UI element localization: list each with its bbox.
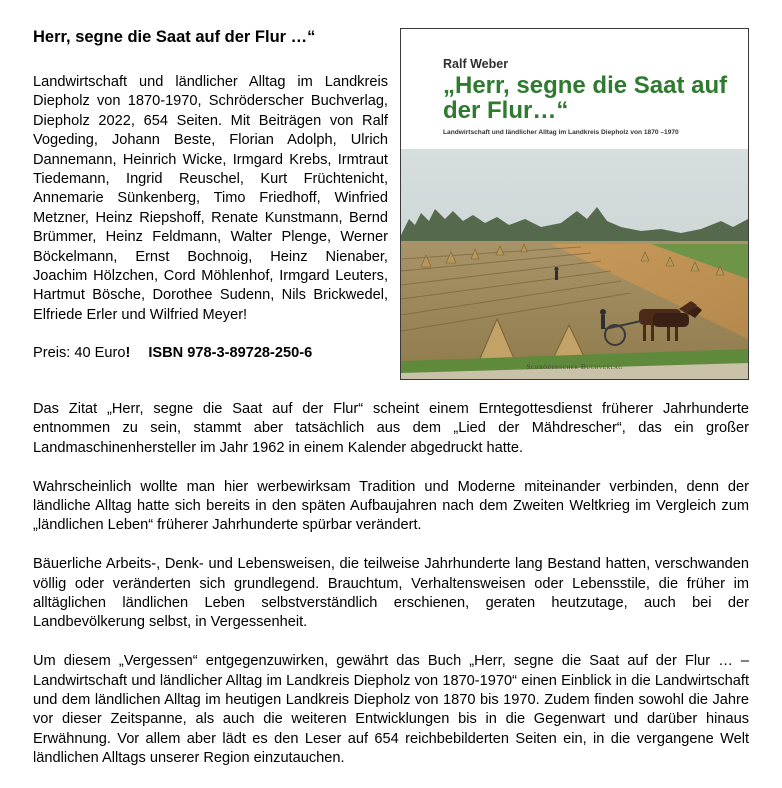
book-info xyxy=(33,27,388,364)
paragraph: Wahrscheinlich wollte man hier werbewirksam Tradition und Moderne miteinander verbinden, denn der ländliche Alltag hatte sich bereits in den späten Aufbaujahren nach dem Zweiten Weltkrieg im Vergleich zum „ländlichen Leben“ früherer Jahrhunderte spürbar verändert. xyxy=(33,478,749,534)
paragraph: Bäuerliche Arbeits-, Denk- und Lebensweisen, die teilweise Jahrhunderte lang Bestand hatten, verschwanden völlig oder veränderten sich grundlegend. Brauchtum, Verhaltensweisen oder Lebensstile, die früher im alltäglichen ländlichen Leben selbstverständlich erschienen, geraten heutzutage, auch bei der Landbevölkerung selbst, in Vergessenheit. xyxy=(33,556,749,631)
paragraph: Um diesem „Vergessen“ entgegenzuwirken, gewährt das Buch „Herr, segne die Saat auf der Flur … – Landwirtschaft und ländlicher Alltag im Landkreis Diepholz von 1870-1970“ einen Einblick in die Landwirtschaft und dem ländlichen Alltag im heutigen Landkreis Diepholz von 1870 bis 1970. Zudem finden sowohl die Jahre vor dieser Zeitspanne, als auch die weiteren Entwicklungen bis in die Gegenwart und darüber hinaus Erwähnung. Vor allem aber lädt es den Leser auf 654 reichbebilderten Seiten ein, in die vergangene Welt ländlichen Alltags unserer Region einzutauchen. xyxy=(33,653,749,767)
cover-title: „Herr, segne die Saat auf der Flur…“ xyxy=(443,72,728,124)
article-body xyxy=(33,400,749,788)
isbn: ISBN 978-3-89728-250-6 xyxy=(148,345,313,362)
page-title: Herr, segne die Saat auf der Flur …“ xyxy=(33,28,316,46)
cover-author: Ralf Weber xyxy=(443,57,509,71)
book-cover xyxy=(400,28,749,380)
paragraph: Das Zitat „Herr, segne die Saat auf der Flur“ scheint einem Erntegottesdienst früherer Jahrhunderte entnommen zu sein, stammt aber tatsächlich aus dem „Lied der Mähdrescher“, das ein großer Landmaschinenhersteller im Jahr 1962 in einem Kalender abgedruckt hatte. xyxy=(33,401,749,456)
price-label: Preis: 40 Euro xyxy=(33,345,126,362)
cover-publisher: Schröderscher Buchverlag xyxy=(526,362,623,371)
price-exclaim: ! xyxy=(125,345,131,362)
price-line xyxy=(33,344,388,363)
cover-photo-harvest-field xyxy=(401,149,748,379)
book-details: Landwirtschaft und ländlicher Alltag im Landkreis Diepholz von 1870-1970, Schröderscher Buchverlag, Diepholz 2022, 654 Seiten. Mit Beiträgen von Ralf Vogeding, Johann Beste, Florian Adolph, Ulrich Dannemann, Heinrich Wicke, Irmgard Krebs, Irmtraut Tiedemann, Ingrid Reuschel, Kurt Früchtenicht, Annemarie Sünkenberg, Timo Friedhoff, Winfried Metzner, Heinz Riepshoff, Renate Kunstmann, Bernd Brümmer, Heinz Feldmann, Walter Plenge, Werner Böckelmann, Ernst Bochnoig, Heinz Nienaber, Joachim Hölzchen, Cord Möhlenhof, Irmgard Leuters, Hartmut Bösche, Dorothee Sudenn, Nils Brickwedel, Elfriede Erler und Wilfried Meyer! xyxy=(33,74,388,323)
cover-subtitle: Landwirtschaft und ländlicher Alltag im Landkreis Diepholz von 1870 –1970 xyxy=(443,129,679,136)
